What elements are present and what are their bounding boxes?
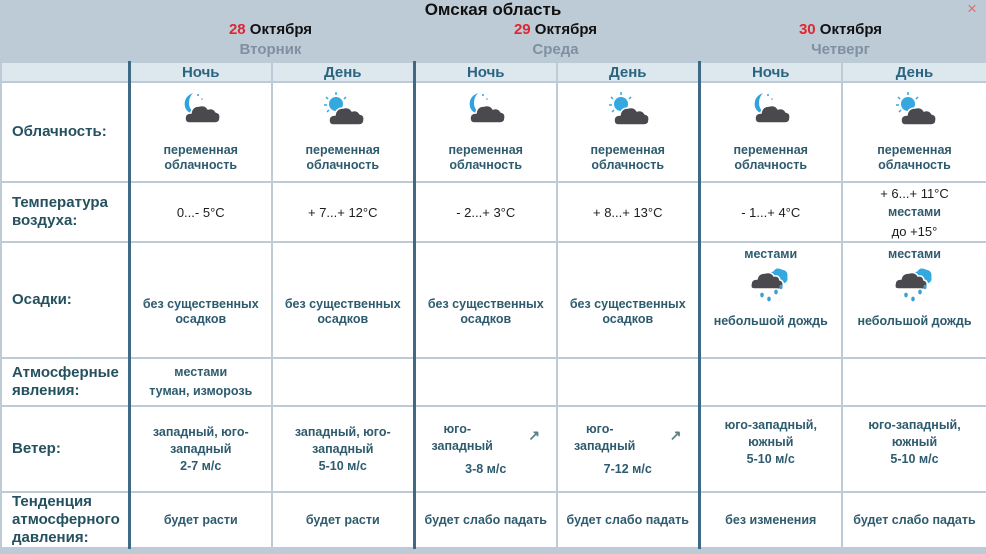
- pressure-cell: будет слабо падать: [842, 492, 986, 548]
- temp-cell: + 8...+ 13°C: [557, 182, 699, 242]
- day-date: 28 Октября: [228, 21, 313, 38]
- wind-cell: юго- западный 3-8 м/с ↗: [414, 406, 557, 492]
- wind-cell: западный, юго- западный 2-7 м/с: [129, 406, 272, 492]
- temp-cell: 0...- 5°C: [129, 182, 272, 242]
- temp-cell: + 7...+ 12°C: [272, 182, 414, 242]
- day-date: 29 Октября: [513, 21, 598, 38]
- cloud-cell: переменная облачность: [699, 82, 842, 182]
- period-night: Ночь: [129, 62, 272, 82]
- cloudiness-row: [1, 82, 986, 182]
- pressure-trend-row: [1, 492, 986, 548]
- moon-cloud-icon: [749, 91, 793, 127]
- sun-cloud-icon: [893, 91, 937, 127]
- wind-direction-arrow-icon: ↗: [528, 427, 540, 443]
- atm-cell: [272, 358, 414, 406]
- row-label: Температура воздуха:: [1, 182, 129, 242]
- prec-cell: местами небольшой дождь: [699, 242, 842, 358]
- row-label: Осадки:: [1, 242, 129, 358]
- pressure-cell: без изменения: [699, 492, 842, 548]
- row-label: Облачность:: [1, 82, 129, 182]
- period-day: День: [557, 62, 699, 82]
- rain-cloud-icon: [749, 262, 793, 304]
- wind-direction-arrow-icon: ↗: [669, 427, 682, 443]
- cloud-cell: переменная облачность: [414, 82, 557, 182]
- atm-cell: [414, 358, 557, 406]
- forecast-table: [0, 61, 986, 549]
- day-weekday: Вторник: [239, 41, 302, 58]
- region-title: Омская область: [424, 0, 562, 19]
- rain-cloud-icon: [893, 262, 937, 304]
- precipitation-row: [1, 242, 986, 358]
- temp-cell: - 2...+ 3°C: [414, 182, 557, 242]
- temp-cell: + 6...+ 11°C местами до +15°: [842, 182, 986, 242]
- wind-cell: западный, юго- западный 5-10 м/с: [272, 406, 414, 492]
- day-weekday: Четверг: [811, 41, 870, 58]
- prec-cell: без существенных осадков: [414, 242, 557, 358]
- atm-cell: [557, 358, 699, 406]
- period-header-row: [1, 62, 986, 82]
- period-night: Ночь: [699, 62, 842, 82]
- day-date: 30 Октября: [798, 21, 883, 38]
- row-label: Атмосферные явления:: [1, 358, 129, 406]
- wind-cell: юго-западный, южный 5-10 м/с: [699, 406, 842, 492]
- period-night: Ночь: [414, 62, 557, 82]
- atmospheric-phenomena-row: [1, 358, 986, 406]
- close-icon[interactable]: ×: [967, 0, 977, 18]
- period-day: День: [272, 62, 414, 82]
- wind-row: [1, 406, 986, 492]
- cloud-cell: переменная облачность: [557, 82, 699, 182]
- wind-cell: юго- западный 7-12 м/с ↗: [557, 406, 699, 492]
- corner-cell: [1, 62, 129, 82]
- day-weekday: Среда: [532, 41, 579, 58]
- wind-cell: юго-западный, южный 5-10 м/с: [842, 406, 986, 492]
- cloud-cell: переменная облачность: [272, 82, 414, 182]
- moon-cloud-icon: [179, 91, 223, 127]
- pressure-cell: будет слабо падать: [414, 492, 557, 548]
- temperature-row: [1, 182, 986, 242]
- atm-cell: [842, 358, 986, 406]
- row-label: Тенденция атмосферного давления:: [1, 492, 129, 548]
- prec-cell: местами небольшой дождь: [842, 242, 986, 358]
- temp-cell: - 1...+ 4°C: [699, 182, 842, 242]
- pressure-cell: будет расти: [129, 492, 272, 548]
- prec-cell: без существенных осадков: [129, 242, 272, 358]
- cloud-cell: переменная облачность: [129, 82, 272, 182]
- sun-cloud-icon: [321, 91, 365, 127]
- pressure-cell: будет слабо падать: [557, 492, 699, 548]
- prec-cell: без существенных осадков: [272, 242, 414, 358]
- period-day: День: [842, 62, 986, 82]
- atm-cell: местами туман, изморозь: [129, 358, 272, 406]
- moon-cloud-icon: [464, 91, 508, 127]
- cloud-cell: переменная облачность: [842, 82, 986, 182]
- pressure-cell: будет расти: [272, 492, 414, 548]
- sun-cloud-icon: [606, 91, 650, 127]
- atm-cell: [699, 358, 842, 406]
- prec-cell: без существенных осадков: [557, 242, 699, 358]
- row-label: Ветер:: [1, 406, 129, 492]
